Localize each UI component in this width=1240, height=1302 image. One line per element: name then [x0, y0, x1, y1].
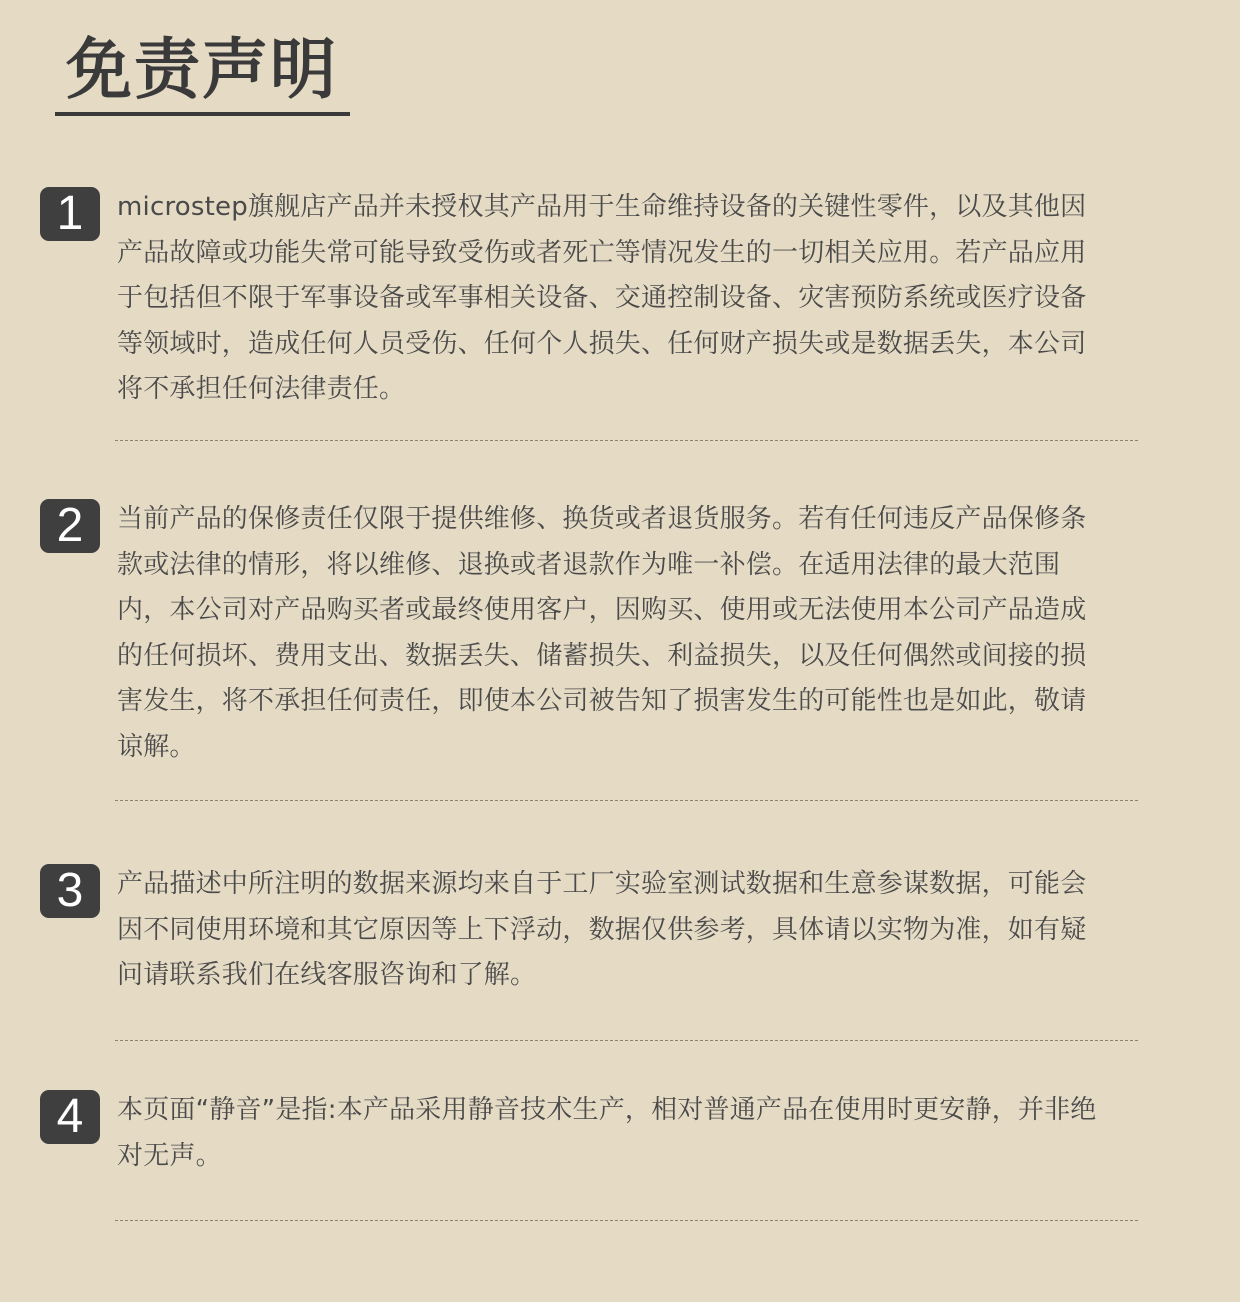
section-divider [115, 1040, 1138, 1041]
section-divider [115, 1220, 1138, 1221]
section-number-badge: 3 [40, 864, 100, 918]
section-text: microstep旗舰店产品并未授权其产品用于生命维持设备的关键性零件，以及其他因产品故障或功能失常可能导致受伤或者死亡等情况发生的一切相关应用。若产品应用于包括但不限于军事设备或军事相关设备、交通控制设备、灾害预防系统或医疗设备等领域时，造成任何人员受伤、任何个人损失、任何财产损失或是数据丢失，本公司将不承担任何法律责任。 [117, 192, 1087, 404]
section-text: 产品描述中所注明的数据来源均来自于工厂实验室测试数据和生意参谋数据，可能会因不同使用环境和其它原因等上下浮动，数据仅供参考，具体请以实物为准，如有疑问请联系我们在线客服咨询和了解。 [117, 869, 1087, 990]
section-divider [115, 440, 1138, 441]
section-text: 本页面“静音”是指:本产品采用静音技术生产，相对普通产品在使用时更安静，并非绝对无声。 [117, 1095, 1097, 1171]
section-number-badge: 1 [40, 187, 100, 241]
section-number-badge: 2 [40, 499, 100, 553]
section-text: 当前产品的保修责任仅限于提供维修、换货或者退货服务。若有任何违反产品保修条款或法律的情形，将以维修、退换或者退款作为唯一补偿。在适用法律的最大范围内，本公司对产品购买者或最终使用客户，因购买、使用或无法使用本公司产品造成的任何损坏、费用支出、数据丢失、储蓄损失、利益损失，以及任何偶然或间接的损害发生，将不承担任何责任，即使本公司被告知了损害发生的可能性也是如此，敬请谅解。 [117, 504, 1087, 762]
section-number-badge: 4 [40, 1090, 100, 1144]
section-divider [115, 800, 1138, 801]
page-title: 免责声明 [66, 31, 338, 108]
title-underline [55, 112, 350, 116]
